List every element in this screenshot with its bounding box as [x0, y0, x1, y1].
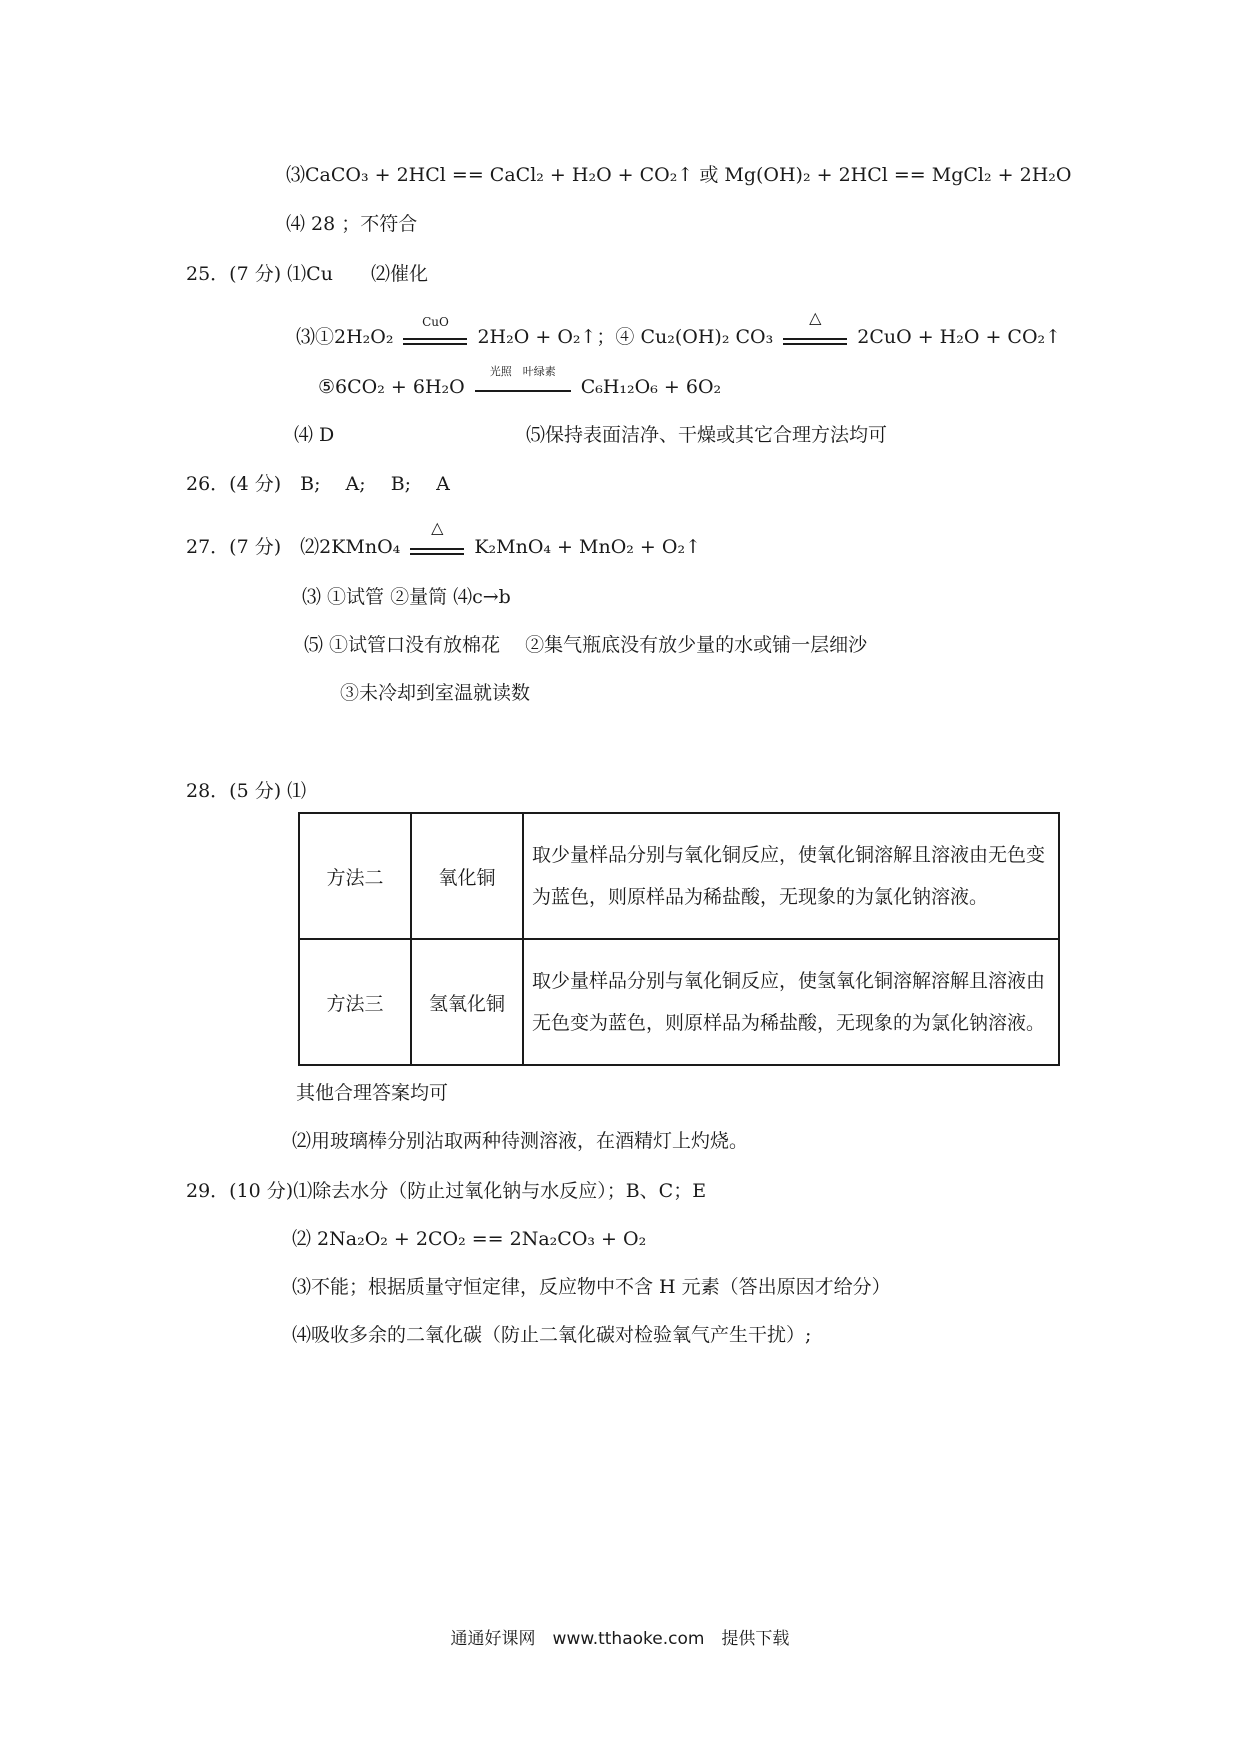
q25-eq3 [296, 308, 1062, 351]
heat-symbol: △ [809, 308, 822, 327]
q27-header [186, 518, 702, 561]
q25-eq5-pre: ⑤6CO₂ + 6H₂O [318, 376, 465, 398]
q29-line2: ⑵ 2Na₂O₂ + 2CO₂ == 2Na₂CO₃ + O₂ [292, 1228, 647, 1250]
q25-eq3-post: 2H₂O + O₂↑；④ Cu₂(OH)₂ CO₃ [477, 326, 774, 348]
table-row [299, 939, 1059, 1065]
q25-eq5-post: C₆H₁₂O₆ + 6O₂ [580, 376, 722, 398]
heat-symbol: △ [431, 518, 444, 537]
light-chlorophyll-label: 光照 叶绿素 [489, 365, 556, 378]
catalyst-label: CuO [422, 315, 449, 329]
q29-header: 29．(10 分)⑴除去水分（防止过氧化钠与水反应）；B、C；E [186, 1180, 707, 1202]
q27-header-pre: 27．(7 分) ⑵2KMnO₄ [186, 536, 401, 558]
q27-line5b: ③未冷却到室温就读数 [340, 682, 531, 704]
heat-equals-sign [410, 518, 464, 561]
q27-header-post: K₂MnO₄ + MnO₂ + O₂↑ [474, 536, 702, 558]
description-cell: 取少量样品分别与氧化铜反应，使氧化铜溶解且溶液由无色变为蓝色，则原样品为稀盐酸，无现象的为氯化钠溶液。 [523, 813, 1059, 939]
q28-methods-table [298, 812, 1060, 1066]
q25-line4-left: ⑷ D [294, 424, 335, 446]
table-row [299, 813, 1059, 939]
method-cell: 方法三 [299, 939, 411, 1065]
q25-eq4-post: 2CuO + H₂O + CO₂↑ [857, 326, 1062, 348]
q26-answers: 26．(4 分) B; A; B; A [186, 473, 450, 495]
q25-eq5 [318, 365, 722, 401]
light-chlorophyll-arrow [475, 365, 571, 401]
q28-note: 其他合理答案均可 [296, 1082, 449, 1104]
q27-line3: ⑶ ①试管 ②量筒 ⑷c→b [302, 586, 511, 608]
heat-equals-sign [783, 308, 847, 351]
q24-line3: ⑶CaCO₃ + 2HCl == CaCl₂ + H₂O + CO₂↑ 或 Mg(OH)₂ + 2HCl == MgCl₂ + 2H₂O [286, 164, 1072, 186]
q25-line4-right: ⑸保持表面洁净、干燥或其它合理方法均可 [526, 424, 888, 446]
reagent-cell: 氢氧化铜 [411, 939, 523, 1065]
reagent-cell: 氧化铜 [411, 813, 523, 939]
page-footer: 通通好课网 www.tthaoke.com 提供下载 [450, 1629, 790, 1649]
q24-line4: ⑷ 28 ；不符合 [286, 213, 418, 235]
q27-line5a: ⑸ ①试管口没有放棉花 ②集气瓶底没有放少量的水或铺一层细沙 [304, 634, 868, 656]
method-cell: 方法二 [299, 813, 411, 939]
q25-header: 25．(7 分) ⑴Cu ⑵催化 [186, 263, 428, 285]
q29-line3: ⑶不能；根据质量守恒定律，反应物中不含 H 元素（答出原因才给分） [292, 1276, 891, 1298]
q29-line4: ⑷吸收多余的二氧化碳（防止二氧化碳对检验氧气产生干扰）; [292, 1324, 812, 1346]
catalyst-equals-sign [403, 315, 467, 351]
q25-eq3-pre: ⑶①2H₂O₂ [296, 326, 394, 348]
q28-header: 28．(5 分) ⑴ [186, 780, 307, 802]
q28-line2: ⑵用玻璃棒分别沾取两种待测溶液，在酒精灯上灼烧。 [292, 1130, 749, 1152]
description-cell: 取少量样品分别与氧化铜反应，使氢氧化铜溶解溶解且溶液由无色变为蓝色，则原样品为稀盐酸，无现象的为氯化钠溶液。 [523, 939, 1059, 1065]
